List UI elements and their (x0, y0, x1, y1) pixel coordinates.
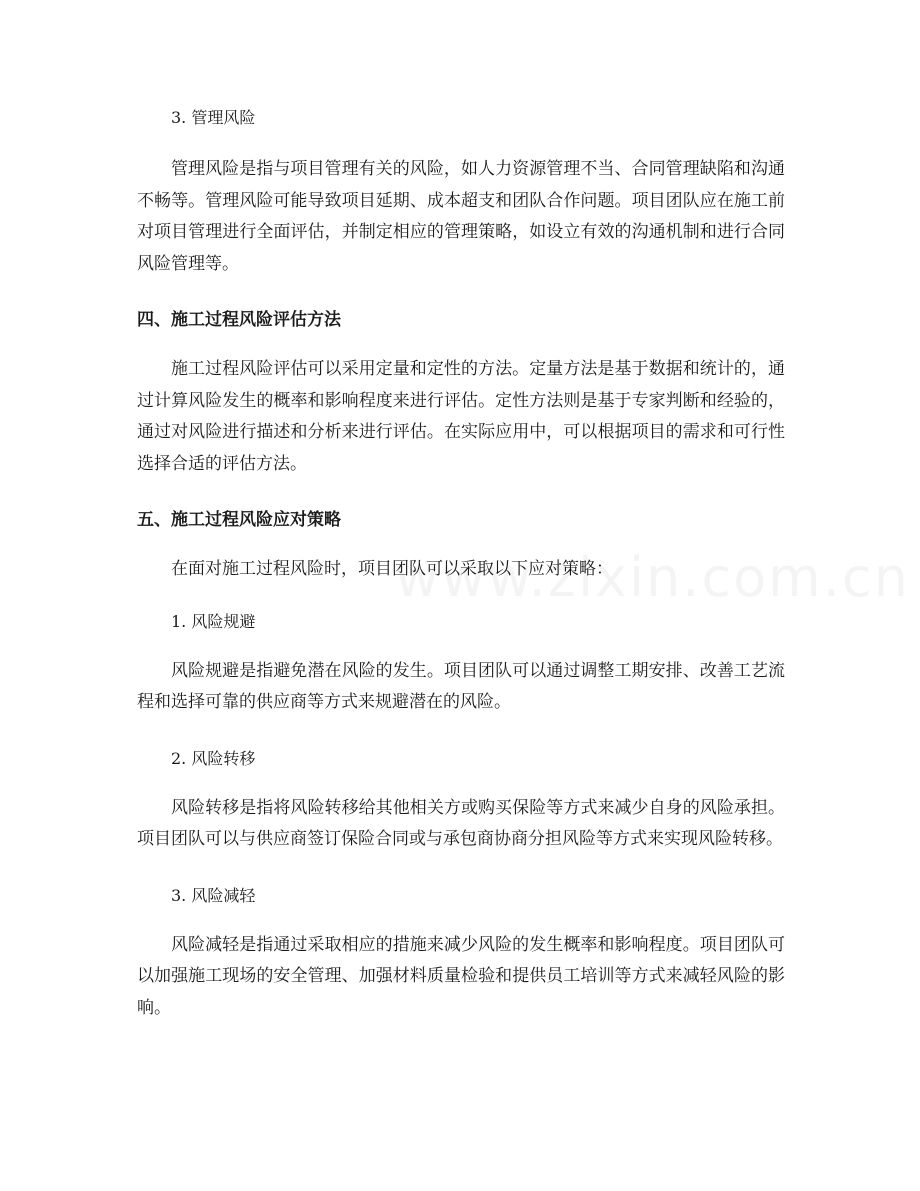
paragraph-risk-avoidance: 风险规避是指避免潜在风险的发生。项目团队可以通过调整工期安排、改善工艺流程和选择可靠的供应商等方式来规避潜在的风险。 (137, 660, 785, 712)
subheading-risk-transfer: 2. 风险转移 (171, 748, 256, 768)
paragraph-risk-mitigation: 风险减轻是指通过采取相应的措施来减少风险的发生概率和影响程度。项目团队可以加强施工现场的安全管理、加强材料质量检验和提供员工培训等方式来减轻风险的影响。 (137, 934, 785, 1018)
subheading-risk-mitigation: 3. 风险减轻 (171, 885, 256, 905)
subheading-risk-avoidance: 1. 风险规避 (171, 611, 256, 631)
heading-risk-assessment-methods: 四、施工过程风险评估方法 (137, 310, 341, 330)
paragraph-risk-transfer: 风险转移是指将风险转移给其他相关方或购买保险等方式来减少自身的风险承担。项目团队可以与供应商签订保险合同或与承包商协商分担风险等方式来实现风险转移。 (137, 797, 785, 849)
watermark (395, 546, 910, 609)
paragraph-risk-response-intro: 在面对施工过程风险时，项目团队可以采取以下应对策略： (171, 559, 613, 579)
subheading-management-risk: 3. 管理风险 (171, 108, 256, 127)
paragraph-management-risk: 管理风险是指与项目管理有关的风险，如人力资源管理不当、合同管理缺陷和沟通不畅等。管理风险可能导致项目延期、成本超支和团队合作问题。项目团队应在施工前对项目管理进行全面评估，并制定相应的管理策略，如设立有效的沟通机制和进行合同风险管理等。 (137, 159, 785, 274)
heading-risk-response-strategies: 五、施工过程风险应对策略 (137, 510, 341, 530)
paragraph-risk-assessment-methods: 施工过程风险评估可以采用定量和定性的方法。定量方法是基于数据和统计的，通过计算风险发生的概率和影响程度来进行评估。定性方法则是基于专家判断和经验的，通过对风险进行描述和分析来进行评估。在实际应用中，可以根据项目的需求和可行性选择合适的评估方法。 (137, 359, 785, 474)
